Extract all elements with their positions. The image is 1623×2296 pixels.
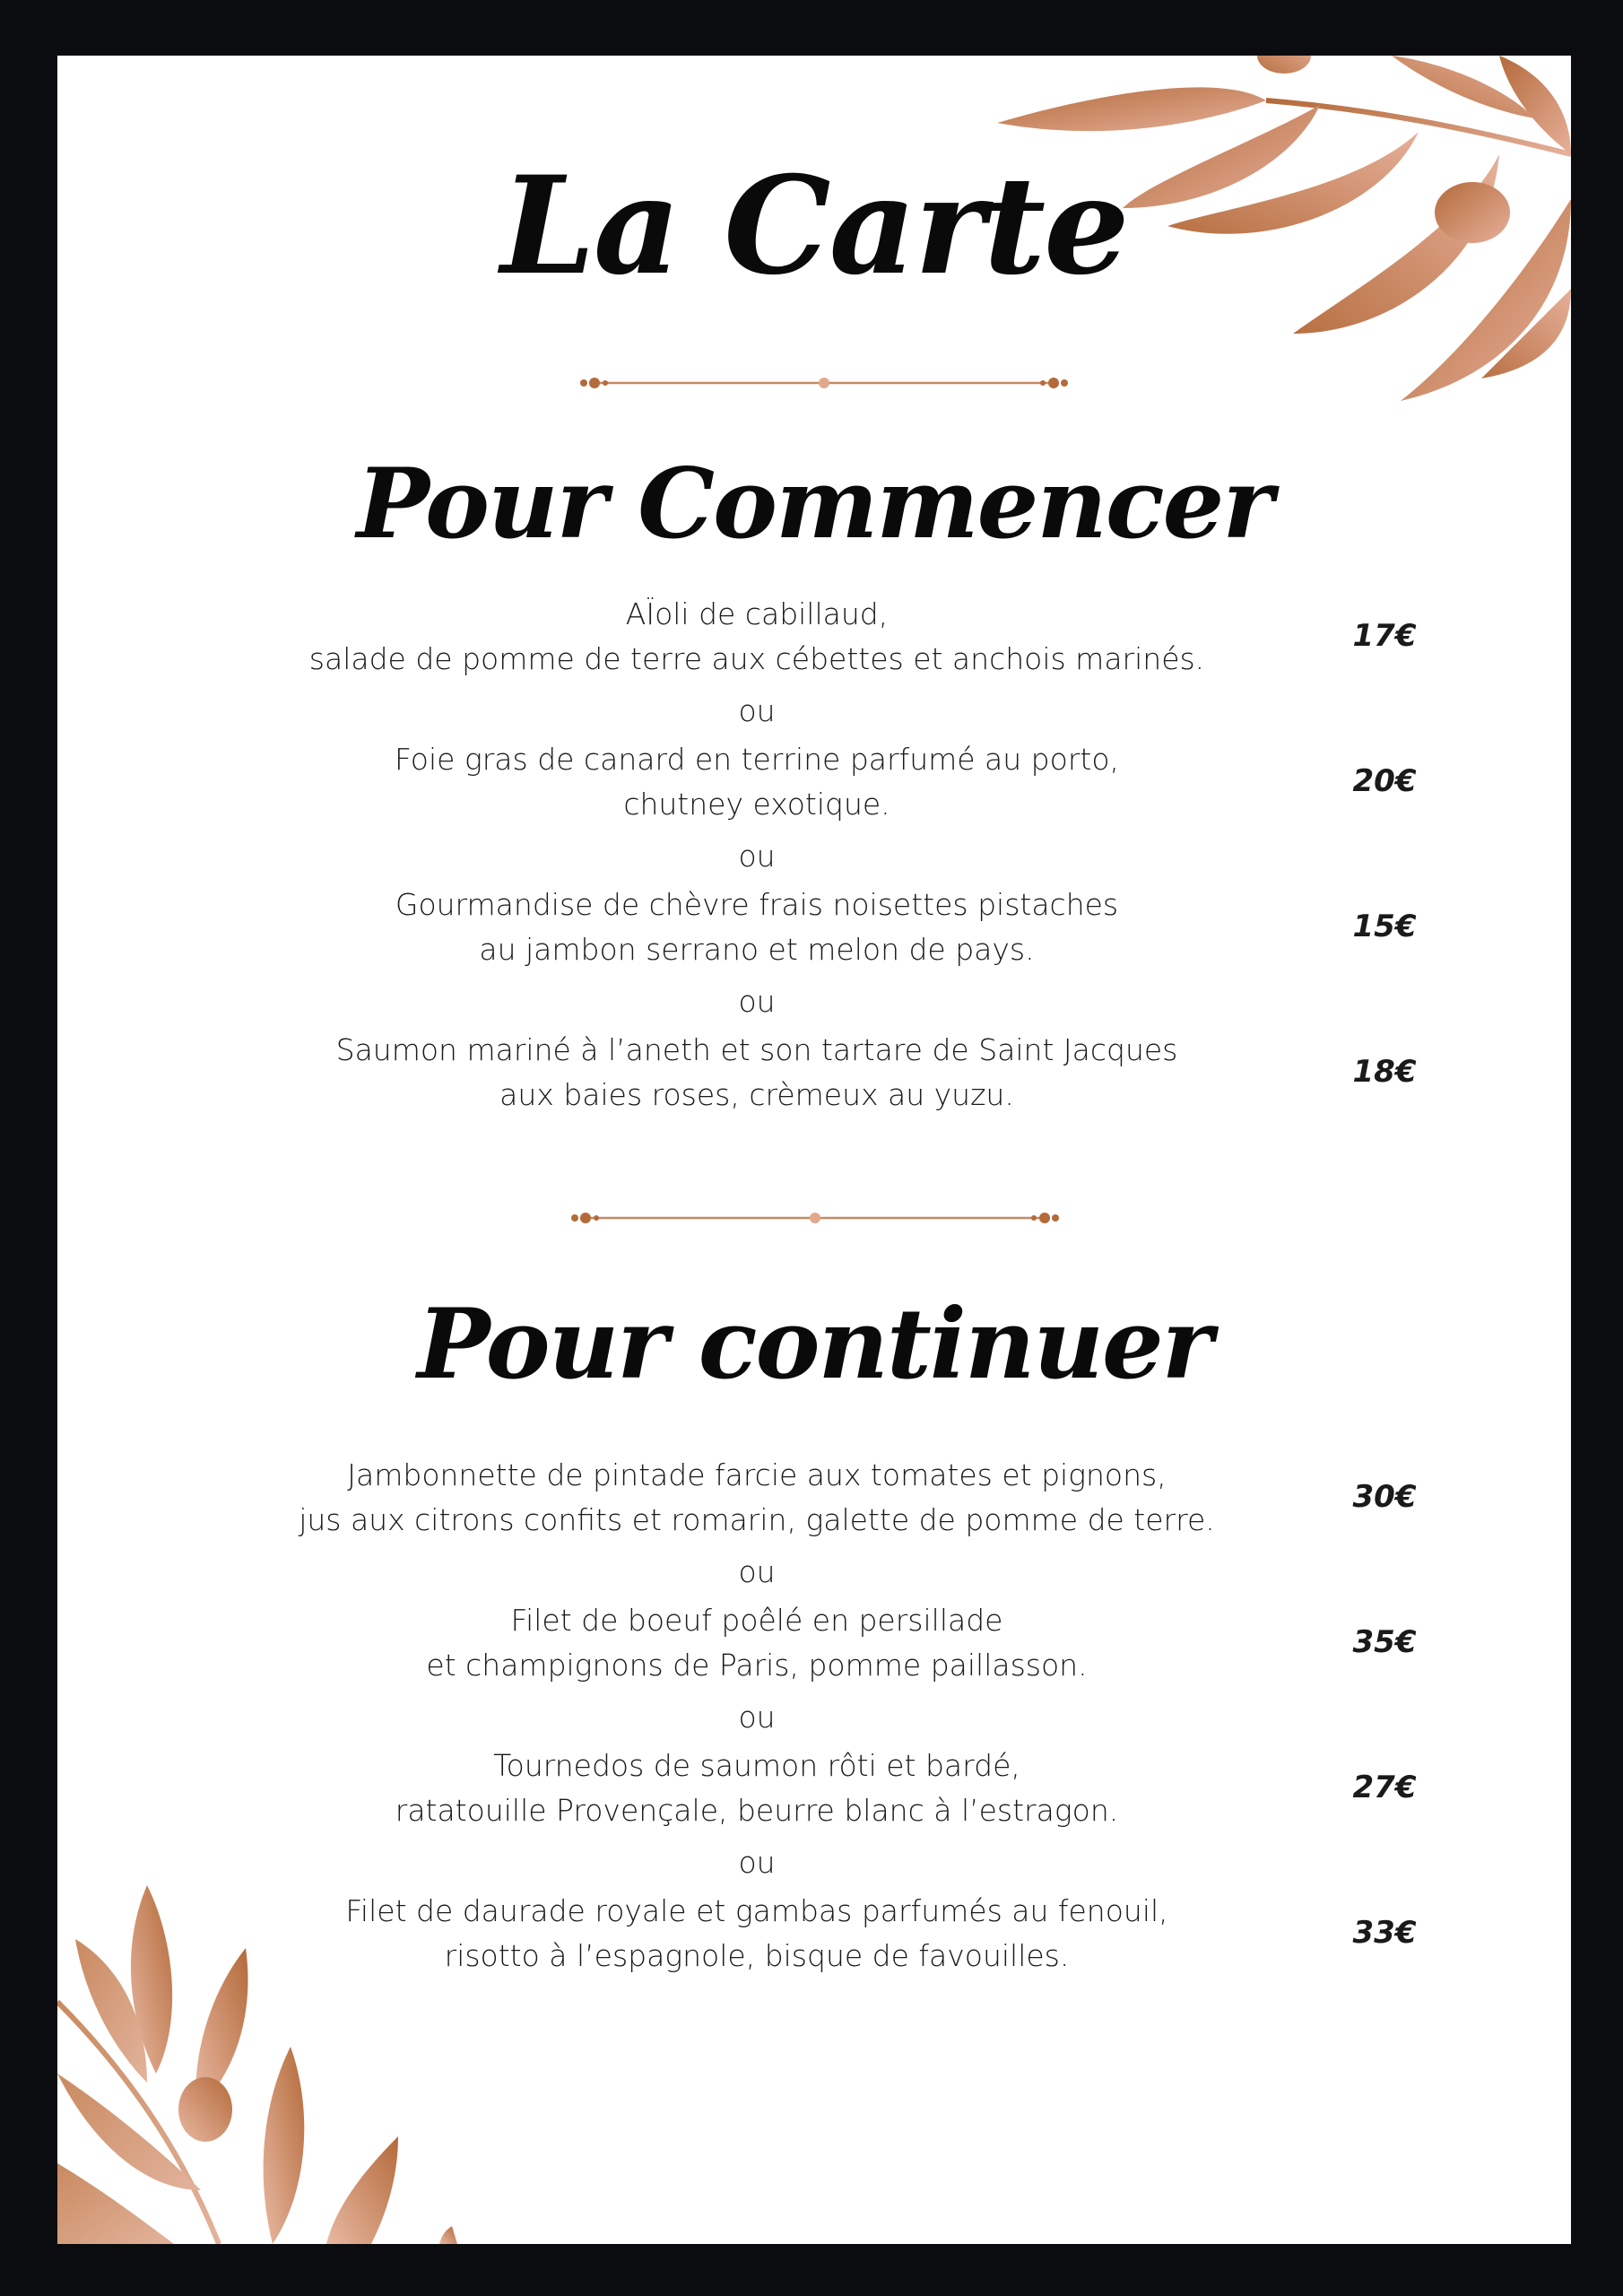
dish-item [255, 1598, 1555, 1688]
or-separator: ou [738, 1554, 776, 1589]
or-separator: ou [738, 1845, 776, 1880]
dish-line-2: chutney exotique. [623, 787, 890, 822]
dish-line-1: Gourmandise de chèvre frais noisettes pistaches [395, 887, 1119, 922]
dish-line-2: au jambon serrano et melon de pays. [479, 932, 1035, 967]
dish-item [255, 1453, 1555, 1543]
dish-item [255, 592, 1555, 682]
ornamental-divider [564, 1207, 1066, 1229]
dish-item [255, 1744, 1555, 1833]
dish-price: 20€ [1352, 763, 1417, 799]
dish-line-1: Foie gras de canard en terrine parfumé au porto, [394, 742, 1120, 777]
or-separator: ou [738, 839, 776, 874]
dish-line-2: risotto à l’espagnole, bisque de favouilles. [444, 1938, 1070, 1973]
dish-item [255, 883, 1555, 972]
dish-price: 27€ [1352, 1770, 1417, 1805]
dish-line-1: Filet de daurade royale et gambas parfumés au fenouil, [345, 1893, 1168, 1928]
dish-item [255, 1028, 1555, 1118]
ornamental-divider [573, 372, 1075, 394]
dish-description [255, 1598, 1259, 1688]
dish-price: 18€ [1352, 1054, 1417, 1090]
dish-price: 35€ [1352, 1624, 1417, 1660]
starters-list [255, 592, 1555, 1118]
or-separator: ou [738, 984, 776, 1019]
section-title-starters: Pour Commencer [356, 448, 1272, 561]
dish-line-2: ratatouille Provençale, beurre blanc à l’estragon. [395, 1793, 1119, 1828]
menu-title: La Carte [500, 147, 1128, 305]
dish-line-1: Saumon mariné à l’aneth et son tartare de Saint Jacques [335, 1032, 1178, 1067]
dish-description [255, 592, 1259, 682]
dish-item [255, 737, 1555, 827]
dish-price: 17€ [1352, 618, 1417, 654]
dish-item [255, 1889, 1555, 1979]
dish-line-2: et champignons de Paris, pomme paillasson. [426, 1648, 1088, 1683]
dish-description [255, 1744, 1259, 1833]
dish-line-1: Filet de boeuf poêlé en persillade [510, 1603, 1003, 1638]
dish-line-1: Tournedos de saumon rôti et bardé, [493, 1748, 1020, 1783]
or-separator: ou [738, 693, 776, 728]
dish-description [255, 1889, 1259, 1979]
dish-description [255, 1028, 1259, 1118]
mains-list [255, 1453, 1555, 1979]
menu-page [57, 56, 1571, 2244]
dish-price: 15€ [1352, 909, 1417, 944]
dish-description [255, 883, 1259, 972]
dish-description [255, 1453, 1259, 1543]
dish-line-1: AÏoli de cabillaud, [625, 596, 889, 631]
dish-line-2: salade de pomme de terre aux cébettes et anchois marinés. [308, 641, 1205, 676]
dish-description [255, 737, 1259, 827]
dish-line-2: aux baies roses, crèmeux au yuzu. [499, 1077, 1014, 1112]
dish-price: 30€ [1352, 1479, 1417, 1515]
dish-line-1: Jambonnette de pintade farcie aux tomates et pignons, [347, 1457, 1167, 1492]
dish-line-2: jus aux citrons confits et romarin, galette de pomme de terre. [299, 1502, 1215, 1537]
dish-price: 33€ [1352, 1915, 1417, 1951]
section-title-mains: Pour continuer [417, 1288, 1211, 1401]
or-separator: ou [738, 1700, 776, 1735]
